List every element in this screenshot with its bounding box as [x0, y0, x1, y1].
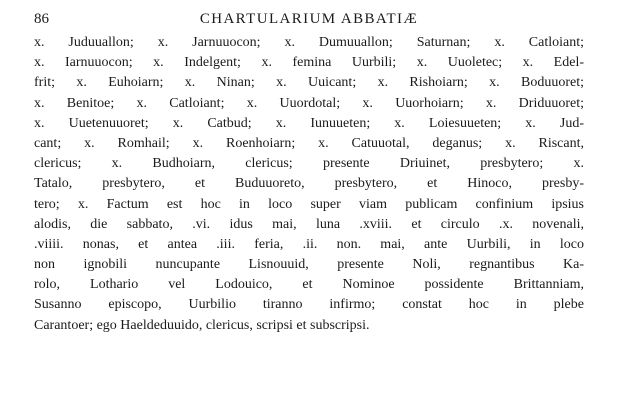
running-title: CHARTULARIUM ABBATIÆ: [199, 11, 419, 27]
page-number: 86: [34, 11, 49, 27]
text-line: .viiii. nonas, et antea .iii. feria, .ii. non. mai, ante Uurbili, in loco: [34, 236, 584, 252]
text-line: x. Iarnuuocon; x. Indelgent; x. femina Uurbili; x. Uuoletec; x. Edel-: [34, 55, 584, 71]
text-line: Susanno episcopo, Uurbilio tiranno infirmo; constat hoc in plebe: [34, 297, 584, 313]
text-line: tero; x. Factum est hoc in loco super viam publicam confinium ipsius: [34, 196, 584, 212]
text-line: non ignobili nuncupante Lisnouuid, presente Noli, regnantibus Ka-: [34, 257, 584, 273]
text-line: alodis, die sabbato, .vi. idus mai, luna .xviii. et circulo .x. novenali,: [34, 216, 584, 232]
body-text: [34, 33, 584, 336]
text-line: x. Benitoe; x. Catloiant; x. Uuordotal; x. Uuorhoiarn; x. Driduuoret;: [34, 95, 584, 111]
text-line: rolo, Lothario vel Lodouico, et Nominoe possidente Brittanniam,: [34, 277, 584, 293]
text-line: Tatalo, presbytero, et Buduuoreto, presbytero, et Hinoco, presby-: [34, 176, 584, 192]
text-line: cant; x. Romhail; x. Roenhoiarn; x. Catuuotal, deganus; x. Riscant,: [34, 135, 584, 151]
text-line: x. Uuetenuuoret; x. Catbud; x. Iunuueten; x. Loiesuueten; x. Jud-: [34, 115, 584, 131]
text-line: x. Juduuallon; x. Jarnuuocon; x. Dumuuallon; Saturnan; x. Catloiant;: [34, 35, 584, 50]
text-line: Carantoer; ego Haeldeduuido, clericus, scripsi et subscripsi.: [34, 317, 370, 333]
page-header: [34, 8, 584, 30]
text-line: frit; x. Euhoiarn; x. Ninan; x. Uuicant; x. Rishoiarn; x. Boduuoret;: [34, 75, 584, 91]
text-line: clericus; x. Budhoiarn, clericus; presente Driuinet, presbytero; x.: [34, 156, 584, 172]
